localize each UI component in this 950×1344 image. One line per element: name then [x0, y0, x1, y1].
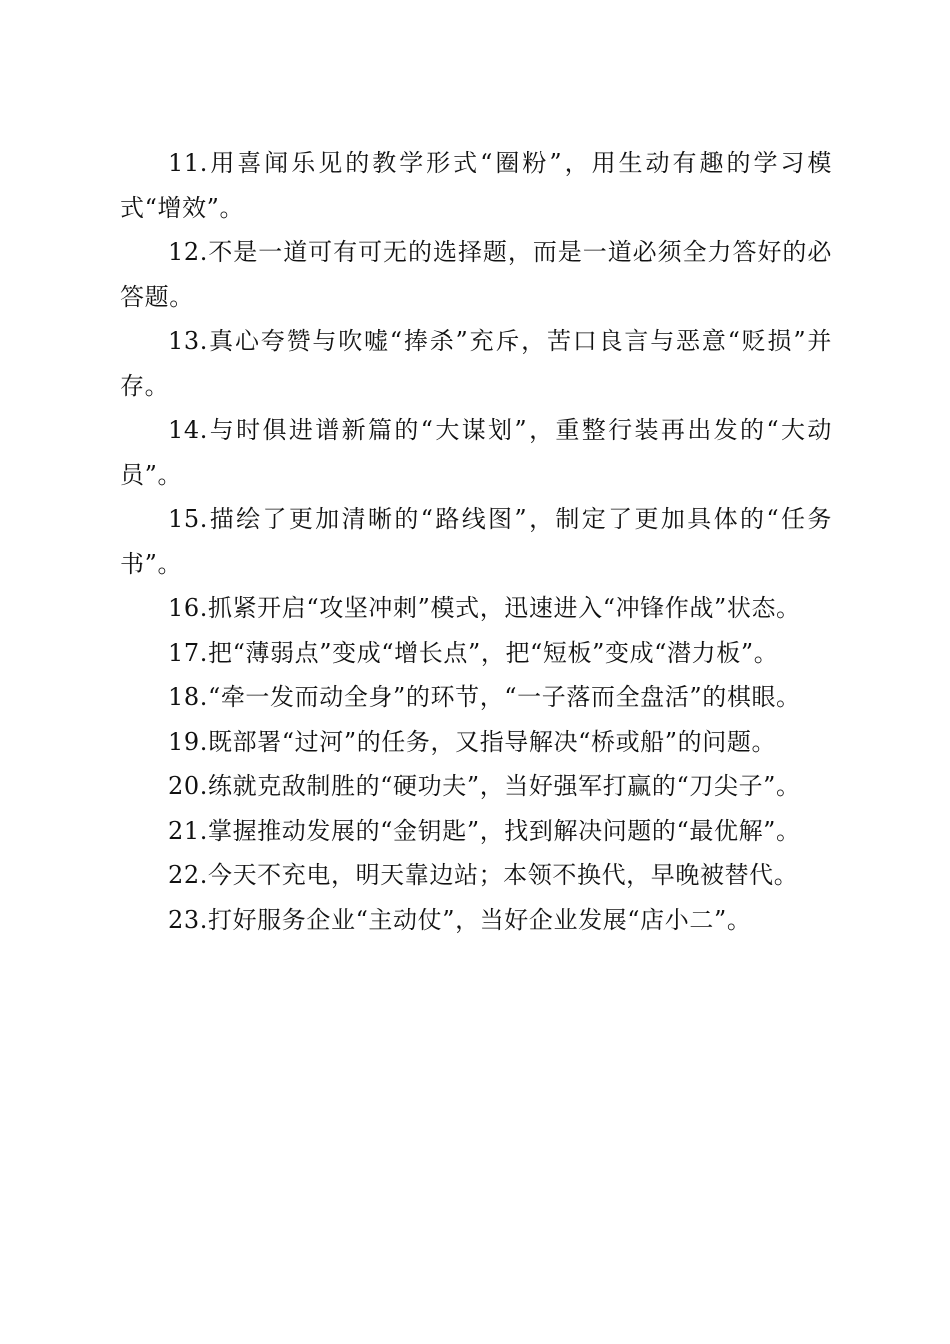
list-item: 14.与时俱进谱新篇的“大谋划”，重整行装再出发的“大动员”。 [120, 416, 832, 489]
list-item: 22.今天不充电，明天靠边站；本领不换代，早晚被替代。 [168, 861, 799, 889]
list-item: 17.把“薄弱点”变成“增长点”，把“短板”变成“潜力板”。 [168, 638, 779, 667]
list-item: 16.抓紧开启“攻坚冲刺”模式，迅速进入“冲锋作战”状态。 [168, 594, 801, 622]
list-item: 15.描绘了更加清晰的“路线图”，制定了更加具体的“任务书”。 [120, 505, 832, 578]
list-item: 11.用喜闻乐见的教学形式“圈粉”，用生动有趣的学习模式“增效”。 [120, 149, 832, 222]
list-item: 21.掌握推动发展的“金钥匙”，找到解决问题的“最优解”。 [168, 816, 801, 845]
document-body [120, 141, 832, 942]
list-item: 20.练就克敌制胜的“硬功夫”，当好强军打赢的“刀尖子”。 [168, 772, 801, 800]
list-item: 12.不是一道可有可无的选择题，而是一道必须全力答好的必答题。 [120, 238, 832, 311]
list-item: 23.打好服务企业“主动仗”，当好企业发展“店小二”。 [168, 905, 752, 934]
list-item: 18.“牵一发而动全身”的环节，“一子落而全盘活”的棋眼。 [168, 683, 801, 711]
list-item: 13.真心夸赞与吹嘘“捧杀”充斥，苦口良言与恶意“贬损”并存。 [120, 327, 832, 400]
list-item: 19.既部署“过河”的任务，又指导解决“桥或船”的问题。 [168, 727, 777, 756]
